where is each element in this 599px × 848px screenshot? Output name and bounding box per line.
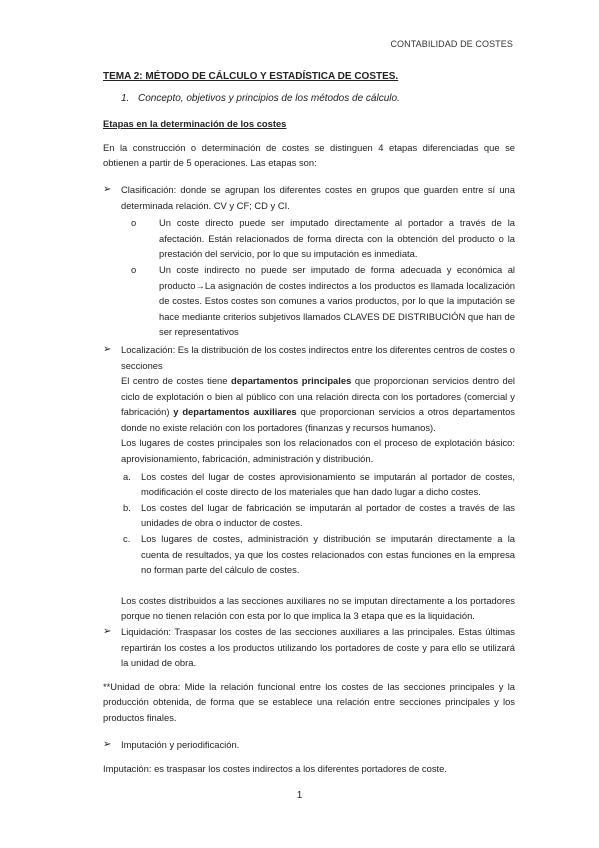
section-heading: Etapas en la determinación de los costes <box>103 118 287 130</box>
text-run: que proporcionan servicios dentro del ciclo de explotación o bien al público con una relación directa con los portadores (comercial y fabricación) <box>121 375 515 418</box>
list-item <box>103 262 515 340</box>
document-title: TEMA 2: MÉTODO DE CÁLCULO Y ESTADÍSTICA DE COSTES. <box>103 71 399 82</box>
page-number: 1 <box>296 790 303 801</box>
running-header: CONTABILIDAD DE COSTES <box>390 39 513 49</box>
list-item <box>103 215 515 262</box>
circle-bullet-icon: o <box>131 263 137 275</box>
list-item <box>103 500 515 531</box>
clasificacion-text: Clasificación: donde se agrupan los diferentes costes en grupos que guarden entre sí una determinada relación. CV y CF; CD y CI. <box>121 183 515 211</box>
imputacion-text: Imputación y periodificación. <box>121 738 240 750</box>
stage-localizacion <box>103 342 515 373</box>
text-run: que proporcionan servicios a otros departamentos donde no existe relación con los portadores (finanzas y recursos humanos). <box>121 406 515 433</box>
liquidacion-text: Liquidación: Traspasar los costes de las secciones auxiliares a las principales. Estas últimas repartirán los costes a los productos utilizando los portadores de coste y para ello se utilizará la unidad de obra. <box>121 626 515 669</box>
section-subtitle <box>121 91 515 107</box>
list-text: Los costes del lugar de fabricación se imputarán al portador de costes a través de las unidades de obra o inductor de costes. <box>141 501 515 529</box>
list-item <box>103 469 515 500</box>
page-content <box>103 69 515 777</box>
bold-term: departamentos principales <box>231 375 352 387</box>
bold-term: y departamentos auxiliares <box>173 406 297 418</box>
sublist-text: Un coste directo puede ser imputado directamente al portador a través de la afectación. Están relacionados de forma directa con la obtención del producto o la prestación del servicio, por lo que su imputación es inmediata. <box>159 217 515 260</box>
arrow-bullet-icon: ➢ <box>103 738 112 750</box>
stage-clasificacion <box>103 182 515 213</box>
localizacion-paragraph-1 <box>103 373 515 435</box>
list-text: Los lugares de costes, administración y distribución se imputarán directamente a la cuenta de resultados, ya que los costes relacionados con estas funciones en la empresa no forman parte del cálculo de costes. <box>141 533 515 576</box>
localizacion-text: Localización: Es la distribución de los costes indirectos entre los diferentes centros de costes o secciones <box>121 343 515 371</box>
stage-liquidacion <box>103 624 515 671</box>
note-paragraph: **Unidad de obra: Mide la relación funcional entre los costes de las secciones principales y la producción obtenida, de forma que se establece una relación entre secciones principales y los productos finales. <box>103 680 515 723</box>
arrow-bullet-icon: ➢ <box>103 626 112 637</box>
stage-imputacion <box>103 737 515 753</box>
localizacion-paragraph-3: Los costes distribuidos a las secciones auxiliares no se imputan directamente a los portadores porque no tienen relación con esta por lo que implica la 3 etapa que es la liquidación. <box>121 594 515 622</box>
subtitle-number: 1. <box>121 92 130 104</box>
list-letter: b. <box>123 501 131 513</box>
list-text: Los costes del lugar de costes aprovisionamiento se imputarán al portador de costes, modificación el coste directo de los materiales que han dado lugar a dicho costes. <box>141 470 515 498</box>
localizacion-alpha-list <box>103 469 515 578</box>
arrow-bullet-icon: ➢ <box>103 343 112 355</box>
localizacion-paragraph-2: Los lugares de costes principales son los relacionados con el proceso de explotación básico: aprovisionamiento, fabricación, administración y distribución. <box>121 437 515 465</box>
sublist-text: Un coste indirecto no puede ser imputado de forma adecuada y económica al producto→La asignación de costes indirectos a los productos es llamada localización de costes. Estos costes son comunes a varios productos, por lo que la imputación se hace mediante criterios subjetivos llamados CLAVES DE DISTRIBUCIÓN que han de ser representativos <box>159 263 515 338</box>
clasificacion-sublist <box>103 215 515 340</box>
subtitle-text: Concepto, objetivos y principios de los métodos de cálculo. <box>138 92 400 104</box>
imputacion-definition: Imputación: es traspasar los costes indirectos a los diferentes portadores de coste. <box>103 763 447 775</box>
circle-bullet-icon: o <box>131 217 137 229</box>
intro-paragraph: En la construcción o determinación de costes se distinguen 4 etapas diferenciadas que se obtienen a partir de 5 operaciones. Las etapas son: <box>103 141 515 169</box>
list-letter: a. <box>123 470 131 482</box>
list-letter: c. <box>123 533 131 545</box>
list-item <box>103 531 515 578</box>
arrow-bullet-icon: ➢ <box>103 183 112 195</box>
text-run: El centro de costes tiene <box>121 375 232 387</box>
